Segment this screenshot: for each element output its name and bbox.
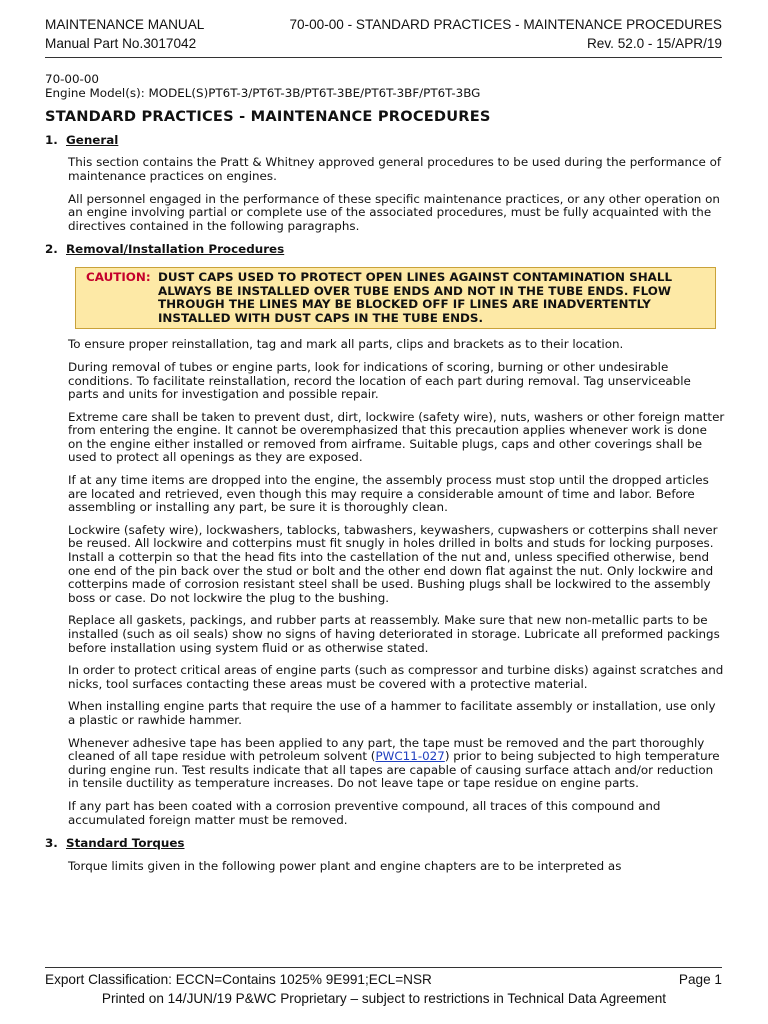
- export-classification: Export Classification: ECCN=Contains 1025% 9E991;ECL=NSR: [45, 972, 432, 987]
- manual-title: MAINTENANCE MANUAL: [45, 17, 205, 32]
- paragraph: When installing engine parts that require the use of a hammer to facilitate assembly or installation, use only a plastic or rawhide hammer.: [68, 699, 716, 727]
- paragraph: Extreme care shall be taken to prevent dust, dirt, lockwire (safety wire), nuts, washers or other foreign matter from entering the engine. It cannot be overemphasized that this precaution applies whenever work is done on the engine either installed or removed from airframe. Suitable plugs, caps and other coverings shall be used to protect all openings as they are exposed.: [68, 409, 725, 465]
- section-heading-standard-torques: [45, 837, 725, 851]
- footer-divider: [45, 967, 722, 968]
- header-divider: [45, 57, 722, 58]
- paragraph: Torque limits given in the following power plant and engine chapters are to be interpreted as: [68, 858, 622, 873]
- paragraph: During removal of tubes or engine parts, look for indications of scoring, burning or other undesirable conditions. To facilitate reinstallation, record the location of each part during removal. Tag unserviceable parts and units for investigation and possible repair.: [68, 359, 691, 402]
- section-title: Standard Torques: [66, 836, 185, 851]
- text-run: Whenever adhesive tape has been applied to any part, the tape must be removed and the part thoroughly cleaned of all tape residue with petroleum solvent (: [68, 735, 705, 764]
- manual-part-number: Manual Part No.3017042: [45, 36, 197, 51]
- paragraph: All personnel engaged in the performance of these specific maintenance practices, or any other operation on an engine involving partial or complete use of the associated procedures, must be fully acquainted with the directives contained in the following paragraphs.: [68, 191, 720, 233]
- paragraph: If at any time items are dropped into the engine, the assembly process must stop until the dropped articles are located and retrieved, even though this may require a considerable amount of time and labor. Before assembling or installing any part, be sure it is thoroughly clean.: [68, 473, 709, 515]
- caution-box: [75, 267, 716, 329]
- printed-notice: Printed on 14/JUN/19 P&WC Proprietary – subject to restrictions in Technical Data Agreement: [101, 991, 667, 1006]
- chapter-reference: 70-00-00: [45, 72, 99, 86]
- engine-models: Engine Model(s): MODEL(S)PT6T-3/PT6T-3B/PT6T-3BE/PT6T-3BF/PT6T-3BG: [45, 85, 481, 100]
- document-body: [45, 73, 725, 873]
- paragraph: Lockwire (safety wire), lockwashers, tablocks, tabwashers, keywashers, cupwashers or cotterpins shall never be reused. All lockwire and cotterpins must fit snugly in holes drilled in bolts and studs for locking purposes. Install a cotterpin so that the head fits into the castellation of the nut and, unless specified otherwise, bend one end of the pin back over the stud or bolt and the other end down flat against the nut. Only lockwire and cotterpins made of corrosion resistant steel shall be used. Bushing plugs shall be lockwired to the assembly boss or case. Do not lockwire the plug to the bushing.: [68, 522, 718, 605]
- section-heading-general: [45, 134, 725, 148]
- chapter-title: 70-00-00 - STANDARD PRACTICES - MAINTENANCE PROCEDURES: [289, 17, 722, 32]
- page-number: Page 1: [678, 972, 722, 987]
- section-heading-removal-installation: [45, 243, 725, 257]
- document-title: STANDARD PRACTICES - MAINTENANCE PROCEDURES: [45, 108, 491, 126]
- paragraph: In order to protect critical areas of engine parts (such as compressor and turbine disks) against scratches and nicks, tool surfaces contacting these areas must be covered with a protective material.: [68, 663, 724, 691]
- section-number: 2.: [45, 242, 58, 257]
- caution-text: DUST CAPS USED TO PROTECT OPEN LINES AGAINST CONTAMINATION SHALL ALWAYS BE INSTALLED OVER TUBE ENDS AND NOT IN THE TUBE ENDS. FLOW THROUGH THE LINES MAY BE BLOCKED OFF IF LINES ARE INADVERTENTLY INSTALLED WITH DUST CAPS IN THE TUBE ENDS.: [158, 269, 673, 325]
- section-number: 1.: [45, 132, 58, 147]
- paragraph-adhesive-tape: [68, 737, 725, 791]
- text-run: ) prior to being subjected to high temperature during engine run. Test results indicate that all tapes are capable of causing surface attach and/or reduction in tensile ductility as temperature increases. Do not leave tape or tape residue on engine parts.: [68, 749, 720, 791]
- paragraph: To ensure proper reinstallation, tag and mark all parts, clips and brackets as to their location.: [68, 337, 624, 352]
- section-number: 3.: [45, 836, 58, 851]
- paragraph: If any part has been coated with a corrosion preventive compound, all traces of this compound and accumulated foreign matter must be removed.: [68, 798, 661, 827]
- paragraph: This section contains the Pratt & Whitney approved general procedures to be used during the performance of maintenance practices on engines.: [68, 155, 722, 183]
- caution-label: CAUTION:: [86, 269, 151, 284]
- section-title: General: [66, 132, 119, 147]
- revision-date: Rev. 52.0 - 15/APR/19: [586, 36, 722, 51]
- pwc11-027-link[interactable]: PWC11-027: [375, 749, 445, 764]
- section-title: Removal/Installation Procedures: [66, 242, 285, 257]
- paragraph: Replace all gaskets, packings, and rubber parts at reassembly. Make sure that new non-metallic parts to be installed (such as oil seals) show no signs of having deteriorated in storage. Lubricate all preformed packings before installation using system fluid or as otherwise stated.: [68, 613, 720, 655]
